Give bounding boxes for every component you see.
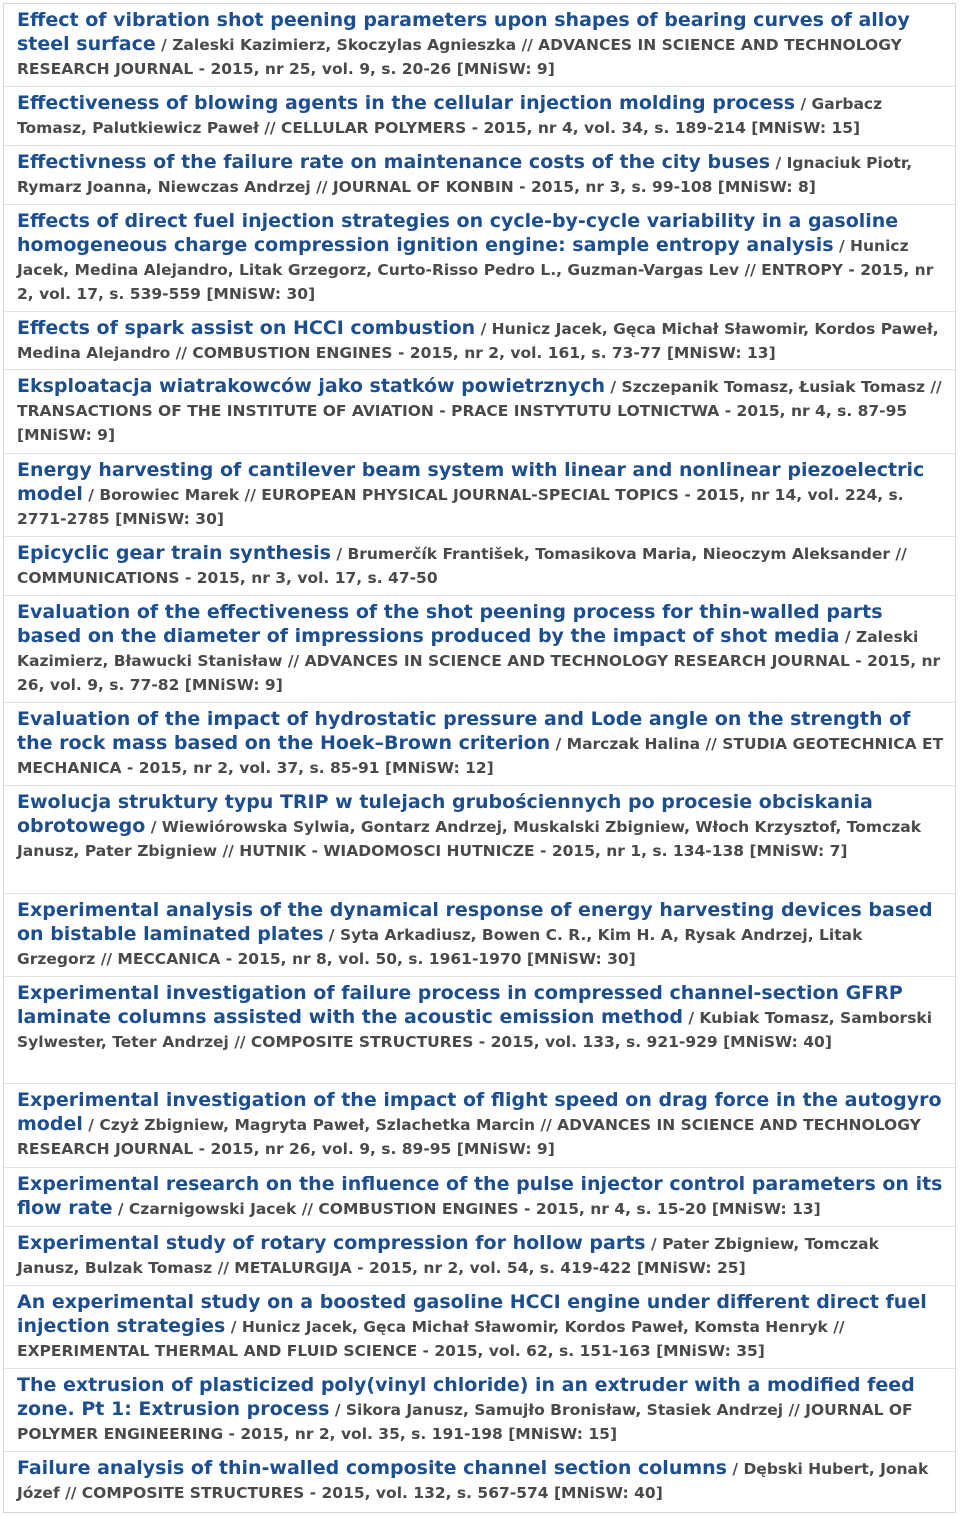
publication-details: / Ignaciuk Piotr, Rymarz Joanna, Niewczas Andrzej // JOURNAL OF KONBIN - 2015, nr 3, s. 99-108 [MNiSW: 8] — [17, 154, 913, 196]
publication-title-link[interactable]: Experimental investigation of failure process in compressed channel-section GFRP laminate columns assisted with the acoustic emission method — [17, 982, 903, 1028]
list-item — [4, 703, 955, 786]
publication-title-link[interactable]: Effects of direct fuel injection strategies on cycle-by-cycle variability in a gasoline homogeneous charge compression ignition engine: sample entropy analysis — [17, 210, 899, 256]
publication-details: / Sikora Janusz, Samujło Bronisław, Stasiek Andrzej // JOURNAL OF POLYMER ENGINEERING - 2015, nr 2, vol. 35, s. 191-198 [MNiSW: 15] — [17, 1401, 913, 1443]
list-item — [4, 596, 955, 703]
publication-title-link[interactable]: Evaluation of the effectiveness of the shot peening process for thin-walled parts based on the diameter of impressions produced by the impact of shot media — [17, 601, 883, 647]
publication-details: / Syta Arkadiusz, Bowen C. R., Kim H. A, Rysak Andrzej, Litak Grzegorz // MECCANICA - 2015, nr 8, vol. 50, s. 1961-1970 [MNiSW: 30] — [17, 926, 863, 968]
list-item — [4, 454, 955, 537]
publication-details: / Zaleski Kazimierz, Bławucki Stanisław // ADVANCES IN SCIENCE AND TECHNOLOGY RESEARCH JOURNAL - 2015, nr 26, vol. 9, s. 77-82 [MNiSW: 9] — [17, 628, 941, 694]
list-item — [4, 1286, 955, 1369]
list-item — [4, 977, 955, 1084]
list-item — [4, 1084, 955, 1168]
list-item — [4, 1452, 955, 1509]
publication-title-link[interactable]: Failure analysis of thin-walled composite channel section columns — [17, 1457, 727, 1479]
publication-details: / Hunicz Jacek, Medina Alejandro, Litak Grzegorz, Curto-Risso Pedro L., Guzman-Vargas Lev // ENTROPY - 2015, nr 2, vol. 17, s. 539-559 [MNiSW: 30] — [17, 237, 934, 303]
publication-title-link[interactable]: Experimental research on the influence of the pulse injector control parameters on its flow rate — [17, 1173, 943, 1219]
publication-details: / Pater Zbigniew, Tomczak Janusz, Bulzak Tomasz // METALURGIJA - 2015, nr 2, vol. 54, s. 419-422 [MNiSW: 25] — [17, 1235, 879, 1277]
list-item — [4, 894, 955, 977]
publication-title-link[interactable]: Experimental study of rotary compression for hollow parts — [17, 1232, 646, 1254]
publication-details: / Szczepanik Tomasz, Łusiak Tomasz // TRANSACTIONS OF THE INSTITUTE OF AVIATION - PRACE INSTYTUTU LOTNICTWA - 2015, nr 4, s. 87-95 [MNiSW: 9] — [17, 378, 942, 444]
list-item — [4, 312, 955, 370]
publication-details: / Czarnigowski Jacek // COMBUSTION ENGINES - 2015, nr 4, s. 15-20 [MNiSW: 13] — [112, 1200, 821, 1218]
publication-title-link[interactable]: Epicyclic gear train synthesis — [17, 542, 331, 564]
list-item — [4, 537, 955, 596]
publication-details: / Zaleski Kazimierz, Skoczylas Agnieszka // ADVANCES IN SCIENCE AND TECHNOLOGY RESEARCH JOURNAL - 2015, nr 25, vol. 9, s. 20-26 [MNiSW: 9] — [17, 36, 902, 78]
publication-details: / Marczak Halina // STUDIA GEOTECHNICA ET MECHANICA - 2015, nr 2, vol. 37, s. 85-91 [MNiSW: 12] — [17, 735, 944, 777]
list-item — [4, 786, 955, 894]
list-item — [4, 146, 955, 205]
publication-title-link[interactable]: Effects of spark assist on HCCI combustion — [17, 317, 476, 339]
list-item — [4, 1227, 955, 1286]
publication-details: / Garbacz Tomasz, Palutkiewicz Paweł // CELLULAR POLYMERS - 2015, nr 4, vol. 34, s. 189-214 [MNiSW: 15] — [17, 95, 883, 137]
list-item — [4, 87, 955, 146]
publication-title-link[interactable]: Experimental analysis of the dynamical response of energy harvesting devices based on bistable laminated plates — [17, 899, 933, 945]
publication-title-link[interactable]: Effectiveness of blowing agents in the cellular injection molding process — [17, 92, 796, 114]
publication-details: / Czyż Zbigniew, Magryta Paweł, Szlachetka Marcin // ADVANCES IN SCIENCE AND TECHNOLOGY RESEARCH JOURNAL - 2015, nr 26, vol. 9, s. 89-95 [MNiSW: 9] — [17, 1116, 921, 1158]
list-item — [4, 205, 955, 312]
publication-title-link[interactable]: Energy harvesting of cantilever beam system with linear and nonlinear piezoelectric model — [17, 459, 925, 505]
publication-title-link[interactable]: Evaluation of the impact of hydrostatic pressure and Lode angle on the strength of the rock mass based on the Hoek–Brown criterion — [17, 708, 911, 754]
publication-details: / Hunicz Jacek, Gęca Michał Sławomir, Kordos Paweł, Medina Alejandro // COMBUSTION ENGINES - 2015, nr 2, vol. 161, s. 73-77 [MNiSW: 13] — [17, 320, 939, 362]
publication-title-link[interactable]: Effect of vibration shot peening parameters upon shapes of bearing curves of alloy steel surface — [17, 9, 910, 55]
list-item — [4, 1369, 955, 1452]
publication-title-link[interactable]: Experimental investigation of the impact of flight speed on drag force in the autogyro model — [17, 1089, 942, 1135]
publication-title-link[interactable]: Effectivness of the failure rate on maintenance costs of the city buses — [17, 151, 771, 173]
publication-title-link[interactable]: An experimental study on a boosted gasoline HCCI engine under different direct fuel injection strategies — [17, 1291, 927, 1337]
publication-details: / Dębski Hubert, Jonak Józef // COMPOSITE STRUCTURES - 2015, vol. 132, s. 567-574 [MNiSW: 40] — [17, 1460, 929, 1502]
list-item — [4, 370, 955, 454]
publication-details: / Wiewiórowska Sylwia, Gontarz Andrzej, Muskalski Zbigniew, Włoch Krzysztof, Tomczak Janusz, Pater Zbigniew // HUTNIK - WIADOMOSCI HUTNICZE - 2015, nr 1, s. 134-138 [MNiSW: 7] — [17, 818, 922, 860]
publication-title-link[interactable]: Eksploatacja wiatrakowców jako statków powietrznych — [17, 375, 605, 397]
publication-details: / Hunicz Jacek, Gęca Michał Sławomir, Kordos Paweł, Komsta Henryk // EXPERIMENTAL THERMAL AND FLUID SCIENCE - 2015, vol. 62, s. 151-163 [MNiSW: 35] — [17, 1318, 845, 1360]
publication-details: / Brumerčík František, Tomasikova Maria, Nieoczym Aleksander // COMMUNICATIONS - 2015, nr 3, vol. 17, s. 47-50 — [17, 545, 907, 587]
publication-title-link[interactable]: The extrusion of plasticized poly(vinyl chloride) in an extruder with a modified feed zone. Pt 1: Extrusion process — [17, 1374, 915, 1420]
publication-title-link[interactable]: Ewolucja struktury typu TRIP w tulejach grubościennych po procesie obciskania obrotowego — [17, 791, 873, 837]
publication-list — [3, 3, 956, 1513]
publication-details: / Borowiec Marek // EUROPEAN PHYSICAL JOURNAL-SPECIAL TOPICS - 2015, nr 14, vol. 224, s. 2771-2785 [MNiSW: 30] — [17, 486, 904, 528]
publication-details: / Kubiak Tomasz, Samborski Sylwester, Teter Andrzej // COMPOSITE STRUCTURES - 2015, vol. 133, s. 921-929 [MNiSW: 40] — [17, 1009, 933, 1051]
list-item — [4, 4, 955, 87]
list-item — [4, 1168, 955, 1227]
